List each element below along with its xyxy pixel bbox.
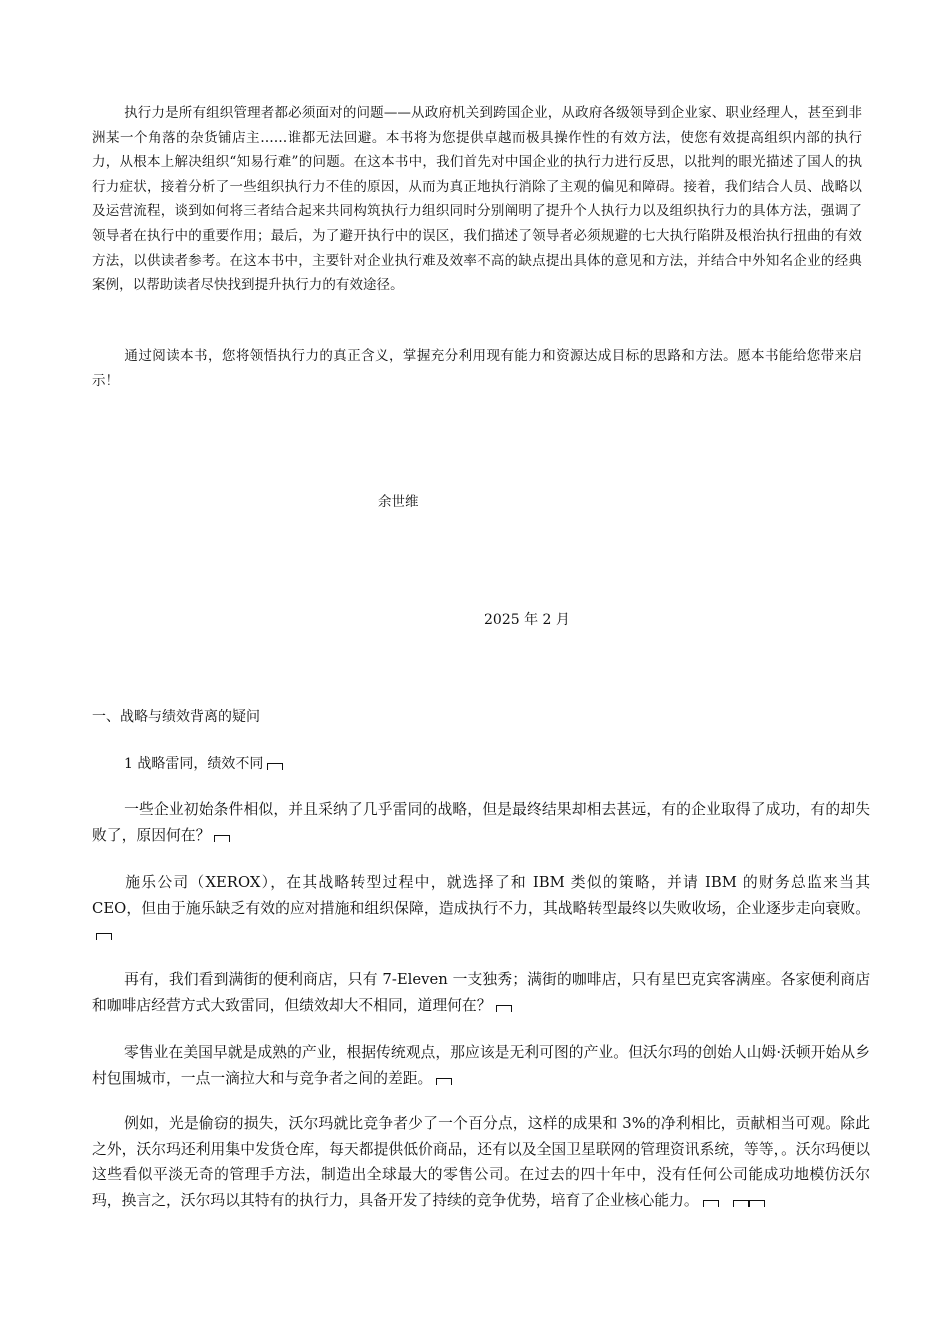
subheading-text: 1 战略雷同，绩效不同 (124, 756, 264, 772)
section-subheading (124, 753, 283, 775)
intro-paragraph-2-text: 通过阅读本书，您将领悟执行力的真正含义，掌握充分利用现有能力和资源达成目标的思路和方法。愿本书能给您带来启示！ (92, 348, 862, 389)
body-paragraph-3-text: 再有，我们看到满街的便利商店，只有 7-Eleven 一支独秀；满街的咖啡店，只有星巴克宾客满座。各家便利商店和咖啡店经营方式大致雷同，但绩效却大不相同，道理何在？ (92, 971, 870, 1014)
date-line: 2025 年 2 月 (484, 612, 570, 628)
body-paragraph-5-text: 例如，光是偷窃的损失，沃尔玛就比竞争者少了一个百分点，这样的成果和 3%的净利相比，贡献相当可观。除此之外，沃尔玛还利用集中发货仓库，每天都提供低价商品，还有以及全国卫星联网的管理资讯系统，等等，。沃尔玛便以这些看似平淡无奇的管理手方法，制造出全球最大的零售公司。在过去的四十年中，没有任何公司能成功地模仿沃尔玛，换言之，沃尔玛以其特有的执行力，具备开发了持续的竞争优势，培育了企业核心能力。 (92, 1115, 870, 1209)
intro-paragraph-2 (92, 344, 862, 393)
paragraph-mark-icon (214, 835, 230, 842)
body-paragraph-2-text: 施乐公司（XEROX），在其战略转型过程中，就选择了和 IBM 类似的策略，并请 IBM 的财务总监来当其 CEO，但由于施乐缺乏有效的应对措施和组织保障，造成执行不力，其战略转型最终以失败收场，企业逐步走向衰败。 (92, 874, 870, 917)
paragraph-mark-icon (749, 1200, 765, 1207)
body-paragraph-2 (92, 870, 870, 947)
body-paragraph-4 (92, 1040, 870, 1091)
intro-paragraph-1 (92, 101, 862, 298)
intro-paragraph-1-text: 执行力是所有组织管理者都必须面对的问题——从政府机关到跨国企业，从政府各级领导到企业家、职业经理人，甚至到非洲某一个角落的杂货铺店主……谁都无法回避。本书将为您提供卓越而极具操作性的有效方法，使您有效提高组织内部的执行力，从根本上解决组织“知易行难”的问题。在这本书中，我们首先对中国企业的执行力进行反思，以批判的眼光描述了国人的执行力症状，接着分析了一些组织执行力不佳的原因，从而为真正地执行消除了主观的偏见和障碍。接着，我们结合人员、战略以及运营流程，谈到如何将三者结合起来共同构筑执行力组织同时分别阐明了提升个人执行力以及组织执行力的具体方法，强调了领导者在执行中的重要作用；最后，为了避开执行中的误区，我们描述了领导者必须规避的七大执行陷阱及根治执行扭曲的有效方法，以供读者参考。在这本书中，主要针对企业执行难及效率不高的缺点提出具体的意见和方法，并结合中外知名企业的经典案例，以帮助读者尽快找到提升执行力的有效途径。 (92, 105, 862, 294)
body-paragraph-5 (92, 1111, 870, 1213)
paragraph-mark-icon (496, 1005, 512, 1012)
paragraph-mark-icon (436, 1078, 452, 1085)
paragraph-mark-icon (733, 1200, 749, 1207)
paragraph-mark-icon (96, 933, 112, 940)
section-heading: 一、战略与绩效背离的疑问 (92, 709, 260, 725)
body-paragraph-1 (92, 797, 870, 848)
body-paragraph-1-text: 一些企业初始条件相似，并且采纳了几乎雷同的战略，但是最终结果却相去甚远，有的企业取得了成功，有的却失败了，原因何在？ (92, 801, 870, 844)
paragraph-mark-icon (703, 1200, 719, 1207)
paragraph-mark-icon (267, 763, 283, 770)
body-paragraph-3 (92, 967, 870, 1018)
body-paragraph-4-text: 零售业在美国早就是成熟的产业，根据传统观点，那应该是无利可图的产业。但沃尔玛的创始人山姆·沃顿开始从乡村包围城市，一点一滴拉大和与竞争者之间的差距。 (92, 1044, 870, 1087)
author-signature: 余世维 (378, 494, 419, 510)
